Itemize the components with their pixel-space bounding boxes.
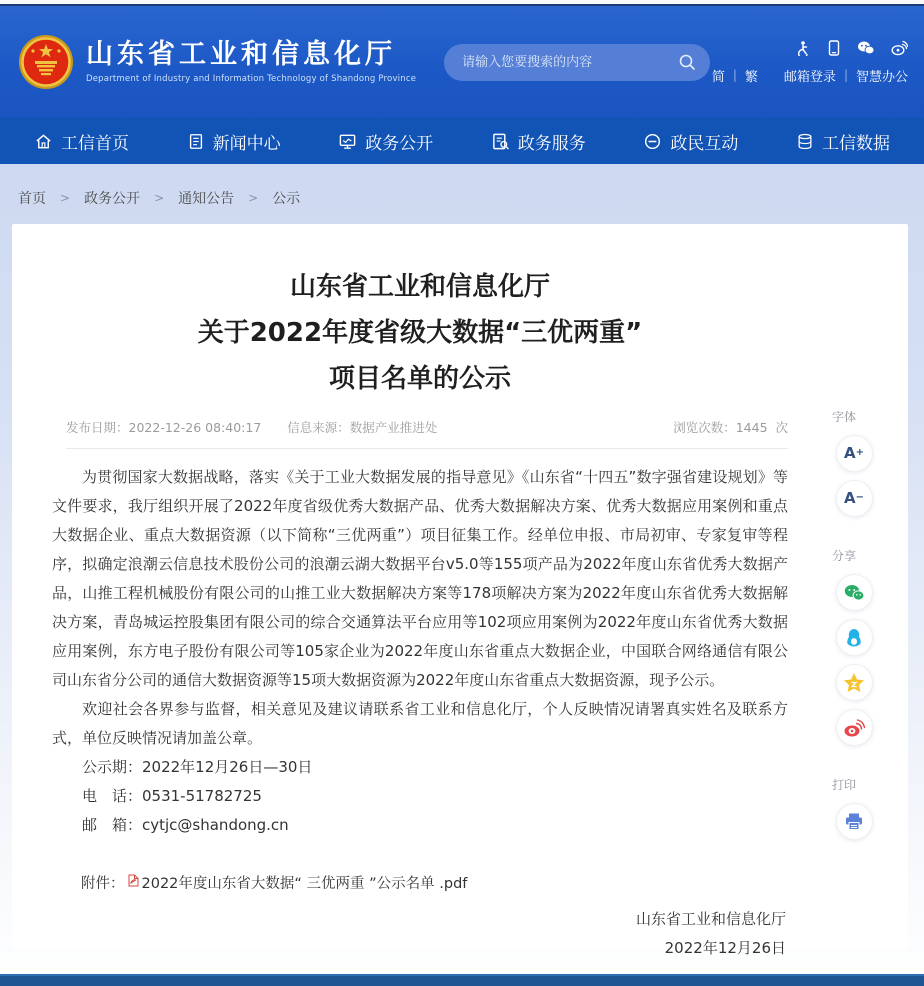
printer-icon [844,812,864,831]
search-button[interactable] [678,53,696,71]
font-decrease-button[interactable]: A − [836,480,873,517]
database-icon [796,132,814,151]
qq-share-icon [844,627,864,648]
paragraph: 为贯彻国家大数据战略，落实《关于工业大数据发展的指导意见》《山东省“十四五”数字强省建设规划》等文件要求，我厅组织开展了2022年度省级优秀大数据产品、优秀大数据解决方案、优秀大数据应用案例和重点大数据企业、重点大数据资源（以下简称“三优两重”）项目征集工作。经单位申报、市局初审、专家复审等程序，拟确定浪潮云信息技术股份公司的浪潮云湖大数据平台v5.0等155项产品为2022年度山东省优秀大数据产品，山推工程机械股份有限公司的山推工业大数据解决方案等178项解决方案为2022年度山东省优秀大数据解决方案，青岛城运控股集团有限公司的综合交通算法平台应用等102项应用案例为2022年度山东省优秀大数据应用案例，东方电子股份有限公司等105家企业为2022年度山东省重点大数据企业，中国联合网络通信有限公司山东省分公司的通信大数据资源等15项大数据资源为2022年度山东省重点大数据资源，现予公示。 [52,468,788,689]
breadcrumb-current: 公示 [272,191,301,207]
info-source: 信息来源：数据产业推进处 [287,420,438,435]
article-card [12,224,908,957]
article-body [52,463,788,963]
breadcrumb-separator: > [248,191,259,205]
article-meta [66,418,788,449]
footer-bar [0,974,924,986]
weibo-share-button[interactable] [836,709,873,746]
font-size-label: 字体 [832,410,857,424]
publicity-period: 公示期：2022年12月26日—30日 [82,758,313,776]
home-icon [34,132,53,151]
national-emblem-icon [18,34,74,90]
attachment-link[interactable]: 2022年度山东省大数据“ 三优两重 ”公示名单 .pdf [141,876,468,892]
lang-traditional-link[interactable]: 繁 [744,69,758,85]
mail-login-link[interactable]: 邮箱登录 [783,69,836,85]
weibo-icon[interactable] [891,40,908,56]
pdf-icon [127,874,139,887]
smart-office-link[interactable]: 智慧办公 [855,69,908,85]
breadcrumb-separator: > [60,191,71,205]
phone-line: 电 话：0531-51782725 [82,787,262,805]
site-logo[interactable] [18,34,416,90]
font-increase-button[interactable]: A + [836,435,873,472]
breadcrumb-gov-info[interactable]: 政务公开 [84,191,141,207]
site-header [0,6,924,118]
breadcrumb [0,164,924,208]
search-box[interactable] [444,44,710,81]
nav-item-gov-service[interactable] [491,129,586,154]
breadcrumb-separator: > [154,191,165,205]
monitor-icon [338,132,357,151]
attachment-label: 附件： [81,876,125,892]
signature-block [52,905,788,963]
title-line-1: 山东省工业和信息化厅 [289,272,550,302]
chat-icon [643,132,662,151]
nav-label: 政务公开 [365,133,434,154]
attachment-row [52,870,788,899]
signature-date: 2022年12月26日 [664,939,786,957]
nav-label: 工信数据 [821,133,890,154]
page-title [52,264,788,402]
signature-org: 山东省工业和信息化厅 [635,910,786,928]
wechat-share-button[interactable] [836,574,873,611]
magnifier-icon [678,53,696,71]
qzone-share-button[interactable] [836,664,873,701]
separator: | [732,68,737,82]
site-subtitle: Department of Industry and Information Technology of Shandong Province [86,74,417,84]
print-button[interactable] [836,803,873,840]
nav-item-interaction[interactable] [643,129,738,154]
nav-item-data[interactable] [796,129,890,154]
paragraph: 欢迎社会各界参与监督，相关意见及建议请联系省工业和信息化厅，个人反映情况请署真实姓名及联系方式，单位反映情况请加盖公章。 [52,700,788,747]
lang-simplified-link[interactable]: 简 [711,69,725,85]
view-count: 浏览次数：1445 次 [673,420,788,435]
nav-item-news[interactable] [187,129,281,154]
nav-label: 工信首页 [61,133,129,154]
breadcrumb-notices[interactable]: 通知公告 [178,191,235,207]
mobile-icon[interactable] [827,40,841,56]
title-line-2: 关于2022年度省级大数据“三优两重” [197,318,643,348]
email-line: 邮 箱：cytjc@shandong.cn [82,816,289,834]
nav-item-home[interactable] [34,129,129,154]
nav-item-gov-info[interactable] [338,129,433,154]
wechat-share-icon [843,583,865,603]
publish-date: 发布日期：2022-12-26 08:40:17 [66,420,262,435]
qq-share-button[interactable] [836,619,873,656]
main-nav [0,118,924,164]
news-icon [187,132,205,151]
tool-rail [826,408,882,848]
breadcrumb-home[interactable]: 首页 [18,191,46,207]
accessibility-icon[interactable] [795,40,811,56]
service-icon [491,132,510,151]
qzone-share-icon [843,672,865,693]
wechat-icon[interactable] [857,40,875,56]
share-label: 分享 [832,549,857,563]
nav-label: 新闻中心 [212,133,281,154]
nav-label: 政务服务 [517,133,586,154]
weibo-share-icon [843,718,865,738]
nav-label: 政民互动 [670,133,739,154]
search-input[interactable] [462,55,678,70]
title-line-3: 项目名单的公示 [328,364,511,394]
site-title: 山东省工业和信息化厅 [86,39,396,70]
print-label: 打印 [832,778,857,792]
separator: | [843,68,848,82]
